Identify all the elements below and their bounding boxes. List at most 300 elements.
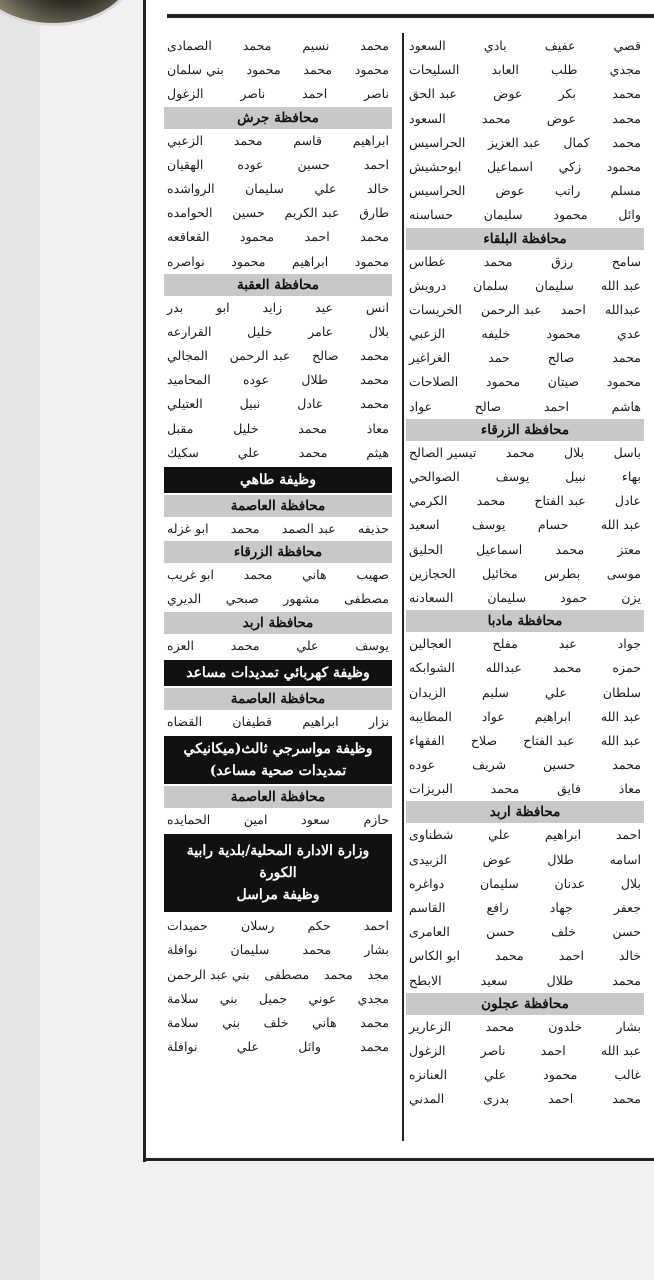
name-word: محمد [612,350,641,366]
name-row [406,395,644,419]
name-word: ناصر [240,86,266,102]
governorate-header: محافظة العاصمة [164,786,392,808]
name-word: صالح [312,348,339,364]
name-word: ابراهيم [534,708,571,724]
name-word: محمود [354,253,389,269]
name-word: موسى [606,565,641,581]
name-word: حسين [232,205,265,221]
name-row [164,225,392,249]
name-word: انس [365,299,389,315]
name-word: قاسم [293,132,323,148]
name-word: خليل [233,420,259,436]
name-word: جواد [617,636,641,652]
name-word: محمود [239,229,275,245]
name-row [164,563,392,587]
name-word: هيثم [366,444,389,460]
name-word: محمد [302,942,332,958]
name-row [164,517,392,541]
name-word: العنانزه [409,1067,448,1083]
name-word: المدني [409,1091,445,1107]
name-word: الرواشده [167,180,215,196]
name-word: عبدالله [485,660,522,676]
governorate-header: محافظة البلقاء [406,228,644,250]
name-word: محمد [481,110,511,126]
name-word: محمد [298,420,327,436]
name-word: الصمادى [167,38,212,53]
name-word: نبيل [239,396,261,412]
governorate-header: محافظة الزرقاء [406,419,644,441]
name-word: سليمان [487,589,527,605]
name-word: معاذ [366,420,389,436]
name-row [406,823,644,847]
name-word: امين [243,811,268,827]
name-word: الحليق [409,541,443,557]
name-word: يوسف [471,517,506,533]
name-word: سليمان [535,277,574,293]
name-word: عبد الله [600,1042,641,1058]
name-word: عادل [297,396,324,412]
name-word: الكرمي [409,493,448,509]
name-word: حسام [537,517,569,533]
name-word: عبد الصمد [281,521,336,536]
name-row [164,710,392,734]
name-row [164,938,392,962]
name-word: سليمان [230,942,270,958]
name-word: بادي [483,38,507,53]
name-word: الحمايده [167,811,211,827]
name-row [406,681,644,705]
job-title-line: وظيفة كهربائي تمديدات مساعد [186,664,370,681]
name-word: عبدالله [604,301,641,317]
name-word: اسامه [609,851,641,867]
name-row [164,963,392,987]
name-row [406,729,644,753]
name-word: مشهور [283,591,320,607]
name-word: رزق [551,253,574,269]
name-word: محمد [230,637,260,653]
name-word: المطايبه [409,708,452,724]
name-word: الديري [167,591,202,607]
right-column [406,34,644,1112]
name-word: وائل [618,207,641,223]
name-word: خلف [551,924,577,940]
name-word: القرارعه [167,323,212,339]
governorate-header: محافظة اربد [164,612,392,634]
name-word: حسين [542,757,576,773]
name-word: محمد [233,132,263,148]
job-title-line: وظيفة مراسل [236,887,320,904]
governorate-header: محافظة اربد [406,801,644,823]
name-word: نوافلة [167,1039,198,1055]
name-word: الحجازين [409,565,456,581]
name-row [164,417,392,441]
name-word: عبد [558,636,577,652]
name-word: يزن [621,589,641,605]
name-row [164,153,392,177]
governorate-header: محافظة جرش [164,107,392,129]
name-word: احمد [560,301,586,317]
name-word: جعفر [613,900,641,915]
name-word: حذيفه [357,521,389,536]
name-word: القاسم [409,900,446,915]
name-word: الزعبي [409,326,446,342]
name-word: المجالي [167,348,208,364]
left-frame-line [143,0,146,1162]
name-word: حميدات [167,918,208,934]
name-word: عبد الحق [409,86,457,102]
name-word: محمود [485,374,521,390]
name-word: بدرى [483,1091,510,1107]
name-row [406,1015,644,1039]
name-word: باسل [613,444,641,460]
name-word: ابو غريب [167,567,214,583]
name-word: ناصر [364,86,389,102]
name-word: محمد [360,348,389,364]
name-word: زكي [558,158,582,174]
name-word: قطيفان [232,713,273,729]
name-row [164,201,392,225]
name-row [406,872,644,896]
name-word: الابطح [409,972,442,988]
name-word: نوافلة [167,942,198,958]
name-word: درويش [409,277,447,293]
name-word: هاشم [611,398,641,414]
name-row [406,250,644,274]
name-word: طلال [546,972,574,988]
name-word: الزعارير [409,1018,452,1034]
name-word: عفيف [544,38,576,53]
name-word: بدر [167,299,184,315]
name-word: عوده [242,372,270,388]
name-word: عوض [546,110,577,126]
left-gutter [0,0,40,1280]
name-word: علي [544,684,567,700]
name-word: الحوامده [167,205,213,221]
name-word: رسلان [241,918,275,934]
name-word: عوده [237,156,264,172]
name-word: معتز [617,541,641,557]
name-word: سلطان [602,684,641,700]
name-word: العجالين [409,636,452,652]
name-word: ابراهيم [544,827,582,843]
name-row [406,562,644,586]
name-word: حسن [612,924,641,940]
name-word: عواد [409,398,433,414]
name-word: مصطفى [344,591,389,607]
name-word: محمد [485,1018,515,1034]
name-row [406,586,644,610]
name-word: محمد [298,444,328,460]
name-word: هاني [302,567,327,583]
name-word: علي [237,444,260,460]
name-word: محمد [230,521,260,536]
name-word: خليفه [481,326,511,342]
name-row [406,1039,644,1063]
name-word: صبحي [225,591,259,607]
governorate-header: محافظة الزرقاء [164,541,392,563]
job-title-line: وزارة الادارة المحلية/بلدية رابية [186,843,370,860]
name-word: بني [222,1014,240,1030]
job-title-line: وظيفة طاهي [239,472,317,488]
name-word: محمد [324,966,353,982]
name-row [406,107,644,131]
name-word: بني [219,990,238,1006]
name-word: السعود [409,110,446,126]
name-word: نبيل [565,469,586,484]
name-word: بلال [563,444,585,460]
name-word: سلامة [167,1014,199,1030]
name-word: عبد الله [600,732,641,748]
name-word: خلدون [548,1018,583,1034]
name-word: عوض [493,86,523,102]
name-word: مقبل [167,420,194,436]
name-row [164,441,392,465]
name-word: محمد [505,444,535,460]
name-word: محمد [490,781,520,797]
name-row [164,368,392,392]
name-row [406,777,644,801]
name-word: صلاح [470,732,498,748]
name-word: قصي [613,38,641,53]
name-word: ابراهيم [291,253,329,269]
name-word: حساسنه [409,207,453,223]
name-word: محمد [495,948,524,964]
name-word: محمود [546,326,581,342]
job-title-line: الكورة [259,865,297,882]
name-word: الزيدان [409,684,447,700]
name-word: سامح [611,253,641,269]
name-word: صالح [474,398,502,414]
name-word: ابو [216,299,230,315]
name-word: عوض [482,851,512,867]
name-row [406,656,644,680]
governorate-header: محافظة مادبا [406,610,644,632]
job-title-banner [164,736,392,784]
name-word: محمد [303,62,333,78]
name-word: شطناوى [409,827,454,843]
name-row [406,705,644,729]
name-word: الحراسيس [409,183,466,199]
name-word: نواصره [167,253,205,269]
name-word: احمد [302,86,328,102]
name-word: غطاس [409,253,446,269]
name-word: عبد الفتاح [534,493,586,509]
name-word: محمود [246,62,281,78]
name-word: مجدي [609,62,641,78]
name-row [406,513,644,537]
name-word: ابراهيم [352,132,389,148]
name-word: الزغول [409,1042,446,1058]
name-row [406,632,644,656]
name-word: نسيم [302,38,330,53]
name-word: وائل [298,1039,321,1055]
name-word: محمد [612,972,641,988]
name-row [406,1063,644,1087]
name-word: الغراغير [409,350,451,366]
name-word: السعادنه [409,589,454,605]
name-word: عواد [481,708,505,724]
name-word: يوسف [355,637,389,653]
name-word: احمد [558,948,584,964]
name-row [406,538,644,562]
name-word: العزه [167,637,194,653]
name-word: خلف [263,1014,289,1030]
name-word: بكر [558,86,577,102]
name-word: عوده [409,757,436,773]
name-row [406,441,644,465]
name-row [164,587,392,611]
name-word: محمد [612,86,641,102]
name-word: محمود [606,158,641,174]
name-word: ابو الكاس [409,948,461,964]
name-word: حمزه [612,660,641,676]
name-word: محمود [606,374,641,390]
name-word: علي [236,1039,259,1055]
bottom-frame-line [143,1158,654,1161]
name-word: علي [484,1067,507,1083]
job-title-banner [164,834,392,912]
name-word: الفقهاء [409,732,445,748]
name-row [164,987,392,1011]
name-word: صالح [547,350,575,366]
name-word: احمد [543,398,569,414]
name-word: ناصر [480,1042,506,1058]
name-word: محمد [242,38,272,53]
name-word: احمد [548,1091,574,1107]
name-word: عيد [315,299,334,315]
name-row [164,129,392,153]
name-row [164,808,392,832]
column-divider [402,33,404,1141]
name-row [406,346,644,370]
name-word: احمد [363,918,389,934]
name-row [164,58,392,82]
name-word: محمد [476,493,506,509]
name-word: صهيب [356,567,389,583]
name-word: اسماعيل [486,158,534,174]
name-word: محمد [360,229,389,245]
name-word: بشار [364,942,389,958]
name-row [406,370,644,394]
name-word: محمد [360,396,389,412]
name-word: سليمان [483,207,523,223]
name-word: رافع [486,900,509,915]
name-word: عامر [308,323,334,339]
name-word: خالد [366,180,389,196]
name-word: اسماعيل [476,541,523,557]
top-rule [167,14,654,18]
name-row [406,753,644,777]
name-row [406,896,644,920]
name-word: محمد [612,110,641,126]
name-word: شريف [472,757,507,773]
name-word: مجد [367,966,389,982]
name-word: محمد [552,660,582,676]
name-word: علي [314,180,337,196]
name-word: عبد الله [600,517,641,533]
name-row [406,298,644,322]
name-word: حكم [307,918,331,934]
name-word: بشار [616,1018,641,1034]
name-word: محمود [231,253,266,269]
name-row [406,179,644,203]
name-word: مجدي [357,990,389,1006]
name-word: عبد الكريم [284,205,340,221]
name-word: ابراهيم [302,713,339,729]
name-word: بطرس [544,565,581,581]
governorate-header: محافظة العاصمة [164,688,392,710]
name-word: العتيلي [167,396,203,412]
name-row [164,177,392,201]
name-word: الزبيدى [409,851,448,867]
name-word: بلال [368,323,389,339]
name-word: سليم [482,684,509,700]
name-word: خليل [247,323,273,339]
name-row [406,322,644,346]
name-word: عدنان [554,875,586,891]
name-word: فايق [557,781,581,797]
name-row [164,296,392,320]
name-row [164,250,392,274]
job-title-line: تمديدات صحية مساعد) [209,762,347,779]
name-word: سليمان [245,180,284,196]
name-word: بلال [620,875,641,891]
name-word: سعيد [480,972,508,988]
name-word: عادل [614,493,641,509]
name-word: الزعبي [167,132,204,148]
name-word: دواغره [409,875,445,891]
name-word: مصطفى [264,966,310,982]
name-word: العابد [491,62,519,78]
name-row [406,920,644,944]
job-title-banner [164,660,392,686]
name-word: احمد [540,1042,566,1058]
name-row [406,848,644,872]
name-word: السليحات [409,62,460,78]
name-row [406,203,644,227]
name-word: كمال [563,134,590,150]
name-word: عبد الرحمن [480,301,542,317]
name-word: عدي [617,326,641,342]
name-word: الشوابكه [409,660,455,676]
name-row [164,320,392,344]
name-word: خالد [618,948,641,964]
name-word: معاذ [618,781,641,797]
name-word: طلب [550,62,578,78]
name-word: المحاميد [167,372,211,388]
name-row [164,344,392,368]
name-word: عوني [308,990,337,1006]
name-word: سكيك [167,444,199,460]
name-word: محمد [360,1039,389,1055]
governorate-header: محافظة العقبة [164,274,392,296]
governorate-header: محافظة عجلون [406,993,644,1015]
name-word: تيسير الصالح [409,444,477,460]
left-column [164,34,392,1059]
name-word: سعود [301,811,330,827]
name-row [164,392,392,416]
name-word: محمد [612,134,641,150]
name-word: محمد [360,38,389,53]
name-word: سليمان [479,875,519,891]
name-row [164,914,392,938]
name-word: مفلح [492,636,518,652]
name-word: الخريسات [409,301,462,317]
name-word: احمد [363,156,389,172]
name-word: عبد الله [600,277,641,293]
name-word: علي [296,637,319,653]
name-word: مخائيل [482,565,518,581]
